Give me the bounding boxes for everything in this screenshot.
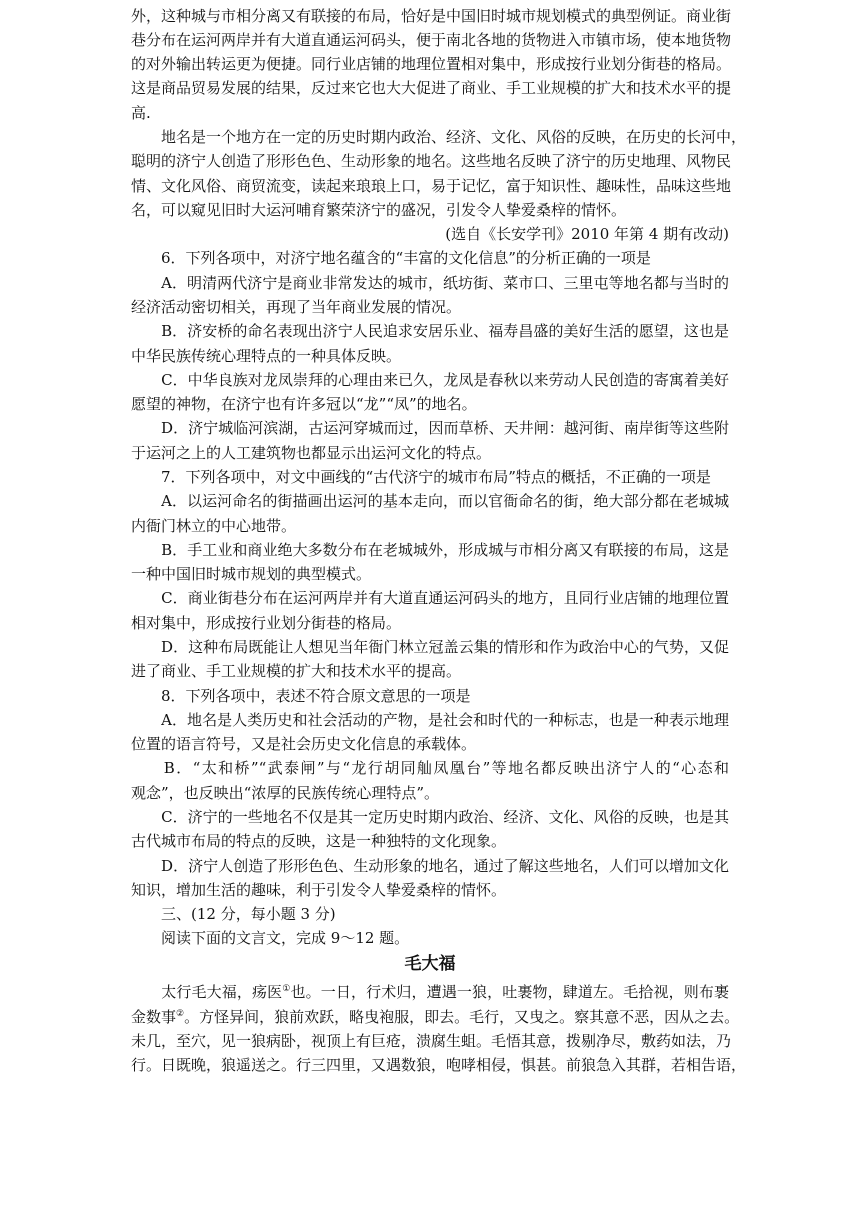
- section-heading: 三、(12 分，每小题 3 分): [131, 905, 336, 923]
- footnote-marker: ①: [282, 984, 291, 994]
- text-line: 行。日既晚，狼遥送之。行三四里，又遇数狼，咆哮相侵，惧甚。前狼急入其群，若相告语，: [131, 1056, 747, 1074]
- text-line: 于运河之上的人工建筑物也都显示出运河文化的特点。: [131, 444, 492, 462]
- text-line: 古代城市布局的特点的反映，这是一种独特的文化现象。: [131, 832, 507, 850]
- option-8a: A．地名是人类历史和社会活动的产物，是社会和时代的一种标志，也是一种表示地理: [131, 711, 729, 729]
- text-line: 观念”，也反映出“浓厚的民族传统心理特点”。: [131, 784, 440, 802]
- text-line: 情、文化风俗、商贸流变，读起来琅琅上口，易于记忆，富于知识性、趣味性，品味这些地: [131, 177, 732, 195]
- text-line: 相对集中，形成按行业划分街巷的格局。: [131, 614, 402, 632]
- text-line: 中华民族传统心理特点的一种具体反映。: [131, 347, 402, 365]
- text-line: 位置的语言符号，又是社会历史文化信息的承载体。: [131, 735, 477, 753]
- option-6b: B．济安桥的命名表现出济宁人民追求安居乐业、福寿昌盛的美好生活的愿望，这也是: [131, 322, 729, 340]
- footnote-marker: ②: [176, 1009, 185, 1019]
- source-citation: (选自《长安学刊》2010 年第 4 期有改动): [445, 225, 729, 243]
- option-7a: A．以运河命名的街描画出运河的基本走向，而以官衙命名的街，绝大部分都在老城城: [131, 492, 729, 510]
- text-line: 愿望的神物，在济宁也有许多冠以“龙”“凤”的地名。: [131, 395, 477, 413]
- text-line: 进了商业、手工业规模的扩大和技术水平的提高。: [131, 662, 462, 680]
- text-line: 聪明的济宁人创造了形形色色、生动形象的地名。这些地名反映了济宁的历史地理、风物民: [131, 152, 732, 170]
- text-line: 太行毛大福，疡医①也。一日，行术归，遭遇一狼，吐裹物，肆道左。毛拾视，则布裹: [131, 983, 729, 1001]
- text-line: 金数事②。方怪异间，狼前欢跃，略曳袍服，即去。毛行，又曳之。察其意不恶，因从之去。: [131, 1008, 740, 1026]
- instruction: 阅读下面的文言文，完成 9～12 题。: [131, 929, 410, 947]
- text-line: 一种中国旧时城市规划的典型模式。: [131, 565, 372, 583]
- option-8c: C．济宁的一些地名不仅是其一定历史时期内政治、经济、文化、风俗的反映，也是其: [131, 808, 729, 826]
- text-line: 的对外输出转运更为便捷。同行业店铺的地理位置相对集中，形成按行业划分街巷的格局。: [131, 55, 732, 73]
- option-6d: D．济宁城临河滨湖，古运河穿城而过，因而草桥、天井闸：越河街、南岸街等这些附: [131, 419, 729, 437]
- passage-title: 毛大福: [404, 954, 456, 974]
- text-line: 地名是一个地方在一定的历史时期内政治、经济、文化、风俗的反映，在历史的长河中，: [131, 128, 747, 146]
- question-7: 7．下列各项中，对文中画线的“古代济宁的城市布局”特点的概括，不正确的一项是: [131, 468, 711, 486]
- text-line: 内衙门林立的中心地带。: [131, 517, 297, 535]
- text-line: 这是商品贸易发展的结果，反过来它也大大促进了商业、手工业规模的扩大和技术水平的提: [131, 79, 732, 97]
- option-6a: A．明清两代济宁是商业非常发达的城市，纸坊街、菜市口、三里屯等地名都与当时的: [131, 274, 729, 292]
- option-7b: B．手工业和商业绝大多数分布在老城城外，形成城与市相分离又有联接的布局，这是: [131, 541, 729, 559]
- text-line: 未几，至穴，见一狼病卧，视顶上有巨疮，溃腐生蛆。毛悟其意，拨剔净尽，敷药如法，乃: [131, 1032, 732, 1050]
- option-7c: C．商业街巷分布在运河两岸并有大道直通运河码头的地方，且同行业店铺的地理位置: [131, 589, 729, 607]
- text-line: 知识，增加生活的趣味，利于引发令人挚爱桑梓的情怀。: [131, 881, 507, 899]
- option-6c: C．中华良族对龙凤崇拜的心理由来已久，龙凤是春秋以来劳动人民创造的寄寓着美好: [131, 371, 729, 389]
- text-line: 外，这种城与市相分离又有联接的布局，恰好是中国旧时城市规划模式的典型例证。商业街: [131, 7, 732, 25]
- text-line: 高.: [131, 104, 151, 122]
- text-line: 巷分布在运河两岸并有大道直通运河码头，便于南北各地的货物进入市镇市场，使本地货物: [131, 31, 732, 49]
- question-8: 8．下列各项中，表述不符合原文意思的一项是: [131, 687, 471, 705]
- option-7d: D．这种布局既能让人想见当年衙门林立冠盖云集的情形和作为政治中心的气势，又促: [131, 638, 729, 656]
- text-line: 名，可以窥见旧时大运河哺育繁荣济宁的盛况，引发令人挚爱桑梓的情怀。: [131, 201, 627, 219]
- option-8b: B．“太和桥”“武泰闸”与“龙行胡同舢凤凰台”等地名都反映出济宁人的“心态和: [131, 759, 729, 777]
- question-6: 6．下列各项中，对济宁地名蕴含的“丰富的文化信息”的分析正确的一项是: [131, 249, 651, 267]
- option-8d: D．济宁人创造了形形色色、生动形象的地名，通过了解这些地名，人们可以增加文化: [131, 857, 729, 875]
- text-line: 经济活动密切相关，再现了当年商业发展的情况。: [131, 298, 462, 316]
